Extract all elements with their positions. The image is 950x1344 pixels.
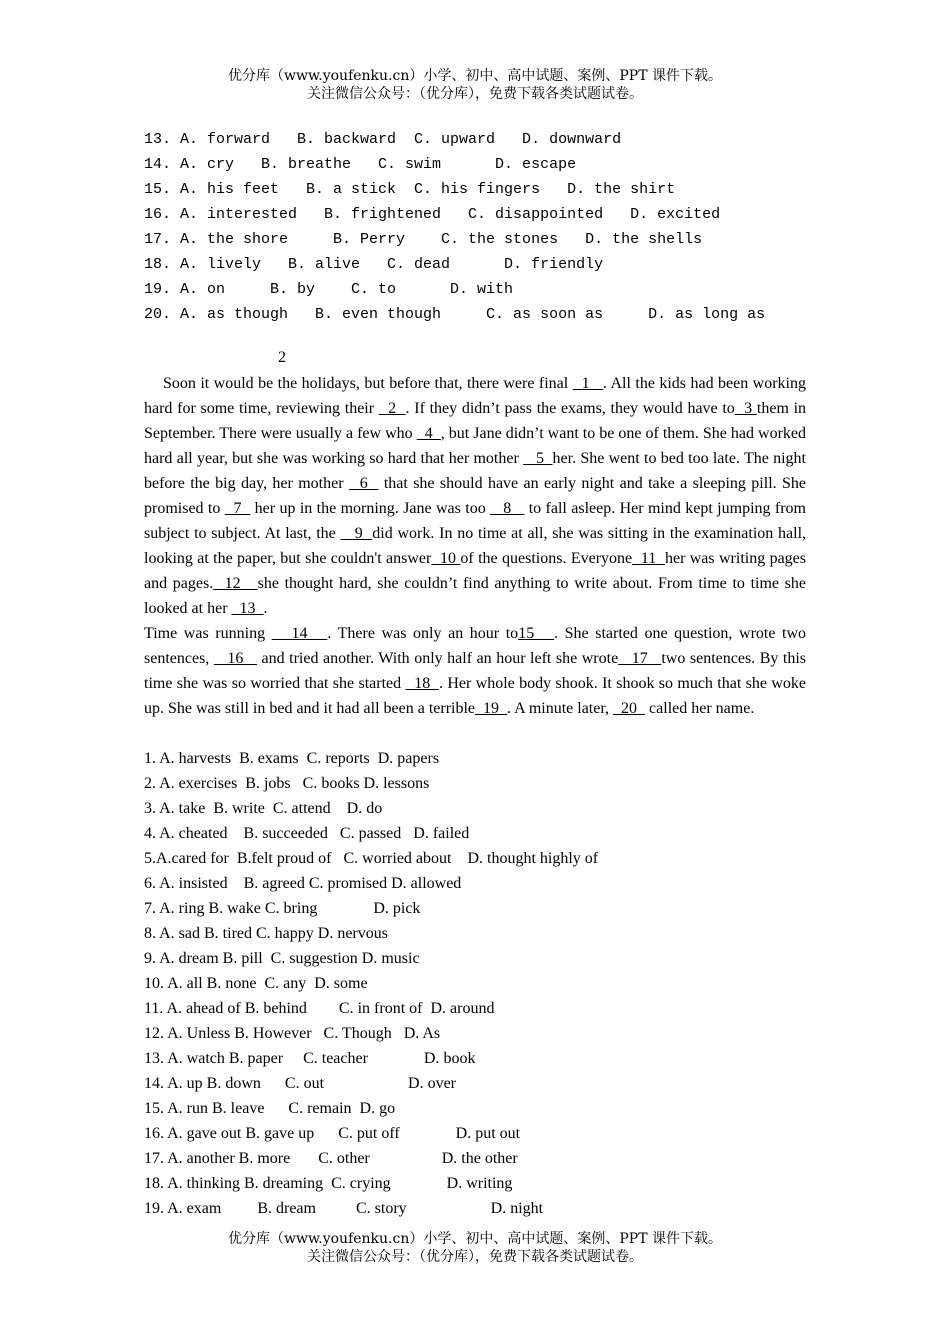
option-item: 4. A. cheated B. succeeded C. passed D. failed [144, 825, 470, 842]
blank-slot: 17 [618, 650, 662, 667]
option-item: 19. A. exam B. dream C. story D. night [144, 1200, 544, 1217]
blank-slot: 10 [431, 550, 461, 567]
section2-options-list [144, 746, 598, 1221]
blank-slot: 16 [213, 650, 257, 667]
passage-text: . Her whole body shook. It shook so much that she woke up. She was still in bed and it had all been a terrible [144, 675, 806, 717]
passage-text: her was writing pages and pages. [144, 550, 807, 592]
passage-text: Soon it would be the holidays, but before that, there were final [163, 375, 573, 392]
passage-text: . [263, 600, 268, 617]
question-item: 18. A. lively B. alive C. dead D. friendly [144, 256, 604, 273]
option-item: 9. A. dream B. pill C. suggestion D. music [144, 950, 420, 967]
passage-text: . All the kids had been working hard for some time, reviewing their [144, 375, 807, 417]
passage-text: did work. In no time at all, she was sitting in the examination hall, looking at the paper, but she couldn't answer [144, 525, 807, 567]
passage-text: of the questions. Everyone [460, 550, 633, 567]
option-item: 1. A. harvests B. exams C. reports D. papers [144, 750, 440, 767]
blank-slot: 4 [416, 425, 441, 442]
blank-slot: 19 [475, 700, 508, 717]
page-header [0, 67, 950, 103]
option-item: 3. A. take B. write C. attend D. do [144, 800, 383, 817]
question-item: 19. A. on B. by C. to D. with [144, 281, 514, 298]
blank-slot: 20 [613, 700, 646, 717]
passage-text: she thought hard, she couldn’t find anything to write about. From time to time she looked at her [144, 575, 807, 617]
footer-line-2: 关注微信公众号：（优分库），免费下载各类试题试卷。 [307, 1249, 643, 1265]
blank-slot: 12 [213, 575, 258, 592]
blank-slot: 9 [340, 525, 373, 542]
passage-text: two sentences. By this time she was so worried that she started [144, 650, 807, 692]
question-item: 20. A. as though B. even though C. as soon as D. as long as [144, 306, 766, 323]
question-item: 14. A. cry B. breathe C. swim D. escape [144, 156, 577, 173]
passage-text: . If they didn’t pass the exams, they would have to [405, 400, 735, 417]
option-item: 15. A. run B. leave C. remain D. go [144, 1100, 396, 1117]
option-item: 7. A. ring B. wake C. bring D. pick [144, 900, 421, 917]
option-item: 17. A. another B. more C. other D. the other [144, 1150, 518, 1167]
option-item: 10. A. all B. none C. any D. some [144, 975, 368, 992]
blank-slot: 5 [523, 450, 553, 467]
blank-slot: 13 [231, 600, 264, 617]
question-item: 16. A. interested B. frightened C. disappointed D. excited [144, 206, 721, 223]
blank-slot: 8 [490, 500, 525, 517]
option-item: 13. A. watch B. paper C. teacher D. book [144, 1050, 476, 1067]
question-item: 13. A. forward B. backward C. upward D. downward [144, 131, 622, 148]
option-item: 6. A. insisted B. agreed C. promised D. allowed [144, 875, 462, 892]
passage-text: them in September. There were usually a few who [144, 400, 807, 442]
blank-slot: 14 [271, 625, 328, 642]
header-line-2: 关注微信公众号：（优分库），免费下载各类试题试卷。 [307, 86, 643, 102]
option-item: 5.A.cared for B.felt proud of C. worried about D. thought highly of [144, 850, 599, 867]
blank-slot: 7 [224, 500, 251, 517]
passage-text: . She started one question, wrote two sentences, [144, 625, 807, 667]
option-item: 11. A. ahead of B. behind C. in front of D. around [144, 1000, 495, 1017]
passage-paragraph-2 [144, 621, 806, 721]
section-number: 2 [278, 349, 286, 366]
option-item: 8. A. sad B. tired C. happy D. nervous [144, 925, 388, 942]
header-line-1: 优分库（www.youfenku.cn）小学、初中、高中试题、案例、PPT 课件下载。 [227, 68, 722, 84]
passage-text: , but Jane didn’t want to be one of them. She had worked hard all year, but she was working so hard that her mother [144, 425, 807, 467]
passage-text: that she should have an early night and take a sleeping pill. She promised to [144, 475, 807, 517]
option-item: 18. A. thinking B. dreaming C. crying D. writing [144, 1175, 513, 1192]
page-footer [0, 1230, 950, 1266]
passage-text: . A minute later, [507, 700, 614, 717]
passage-text: and tried another. With only half an hour left she wrote [257, 650, 619, 667]
passage-paragraph-1 [144, 371, 806, 621]
footer-line-1: 优分库（www.youfenku.cn）小学、初中、高中试题、案例、PPT 课件下载。 [227, 1231, 722, 1247]
question-item: 17. A. the shore B. Perry C. the stones D. the shells [144, 231, 703, 248]
option-item: 16. A. gave out B. gave up C. put off D. put out [144, 1125, 521, 1142]
section1-question-list [144, 127, 765, 327]
passage-text: Time was running [144, 625, 272, 642]
question-item: 15. A. his feet B. a stick C. his fingers D. the shirt [144, 181, 676, 198]
passage-text: to fall asleep. Her mind kept jumping from subject to subject. At last, the [144, 500, 806, 542]
blank-slot: 3 [734, 400, 757, 417]
passage-text: her up in the morning. Jane was too [250, 500, 491, 517]
passage-text: called her name. [645, 700, 755, 717]
blank-slot: 1 [572, 375, 603, 392]
blank-slot: 2 [378, 400, 406, 417]
option-item: 14. A. up B. down C. out D. over [144, 1075, 456, 1092]
option-item: 2. A. exercises B. jobs C. books D. lessons [144, 775, 430, 792]
blank-slot: 11 [632, 550, 665, 567]
blank-slot: 6 [348, 475, 379, 492]
cloze-passage [144, 371, 806, 721]
passage-text: her. She went to bed too late. The night before the big day, her mother [144, 450, 806, 492]
blank-slot: 18 [405, 675, 439, 692]
blank-slot: 15 [518, 625, 555, 642]
passage-text: . There was only an hour to [327, 625, 519, 642]
option-item: 12. A. Unless B. However C. Though D. As [144, 1025, 441, 1042]
